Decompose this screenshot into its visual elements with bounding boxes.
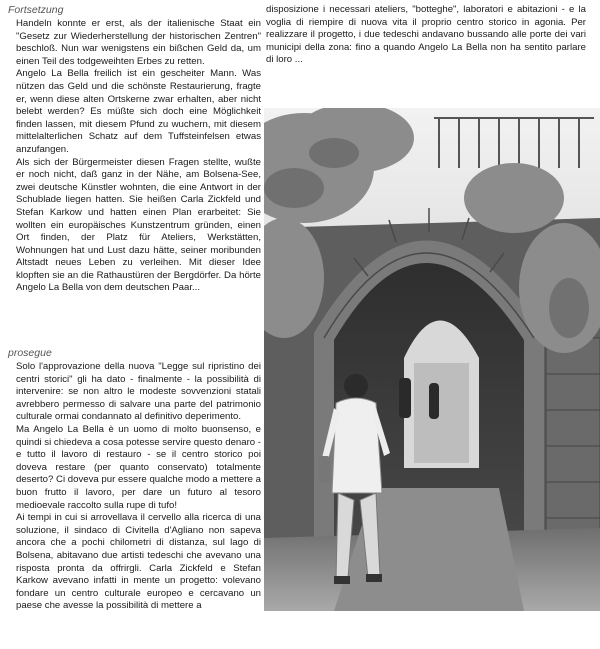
archway-photo-illustration <box>264 108 600 611</box>
italian-paragraph-1: Solo l'approvazione della nuova "Legge sul ripristino dei centri storici" gli ha dato - finalmente - la possibilità di intervenire: se non altro le modeste sovvenzioni statali avrebbero permesso di salvare una parte del patrimonio culturale ormai condannato al definitivo deperimento. <box>16 361 261 423</box>
italian-paragraph-2: Ma Angelo La Bella è un uomo di molto buonsenso, e quindi si chiedeva a cosa potesse servire questo denaro - e tutto il lavoro di restauro - se il centro storico poi doveva restare (per quanto conservato) totalmente deserto? Ci doveva pur essere qualche modo a mettere a buon frutto il lavoro, per dare un futuro al tesoro medioevale raccolto sulla rupe di tufo! <box>16 423 261 511</box>
archway-photo <box>264 108 600 611</box>
german-paragraph-2: Angelo La Bella freilich ist ein gescheiter Mann. Was nützen das Geld und die schönste Restaurierung, fragte er, wenn diese alten Ortskerne zwar erhalten, aber nicht belebt werden? Es müßte sich doch eine Möglichkeit finden lassen, mit diesem Pfund zu wuchern, mit diesem mittelalterlichen Schatz auf dem Tuffsteinfelsen etwas anzufangen. <box>16 68 261 155</box>
section-label-prosegue: prosegue <box>8 347 52 359</box>
italian-article-text <box>16 361 261 613</box>
german-paragraph-1: Handeln konnte er erst, als der italienische Staat ein "Gesetz zur Wiederherstellung der historischen Zentren" beschloß. Nun war wenigstens ein bißchen Geld da, um einen Teil des todgeweihten Erbes zu retten. <box>16 18 261 67</box>
german-paragraph-3: Als sich der Bürgermeister diesen Fragen stellte, wußte er noch nicht, daß ganz in der Nähe, am Bolsena-See, zwei deutsche Künstler wohnten, die eine Antwort in der Schublade liegen hatten. Sie heißen Carla Zickfeld und Stefan Karkow und hatten einen Plan erarbeitet: Sie wollten ein europäisches Kunstzentrum gründen, einen Ort finden, der Platz für Ateliers, Werkstätten, Wohnungen hat und Lust dazu hätte, seiner moribunden Altstadt neues Leben zu verleihen. Mit dieser Idee klopften sie an die Rathaustüren der Bergdörfer. Da hörte Angelo La Bella von dem deutschen Paar... <box>16 156 261 294</box>
italian-article-continuation <box>266 4 586 67</box>
german-article-text <box>16 18 261 295</box>
italian-paragraph-3: Ai tempi in cui si arrovellava il cervello alla ricerca di una soluzione, il sindaco di Civitella d'Agliano non sapeva ancora che a pochi chilometri di distanza, sul lago di Bolsena, abitavano due artisti tedeschi che avevano una risposta pronta da offrirgli. Carla Zickfeld e Stefan Karkow avevano infatti in mente un progetto: volevano fondare un centro culturale europeo e cercavano un paese che avesse la possibilità di mettere a <box>16 512 261 612</box>
section-label-fortsetzung: Fortsetzung <box>8 4 64 16</box>
italian-continuation-paragraph: disposizione i necessari ateliers, "botteghe", laboratori e abitazioni - e la voglia di riempire di nuova vita il proprio centro storico in agonia. Per realizzare il progetto, i due tedeschi andavano bussando alle porte dei vari municipi della zona: fino a quando Angelo La Bella non ha sentito parlare di loro ... <box>266 4 586 66</box>
